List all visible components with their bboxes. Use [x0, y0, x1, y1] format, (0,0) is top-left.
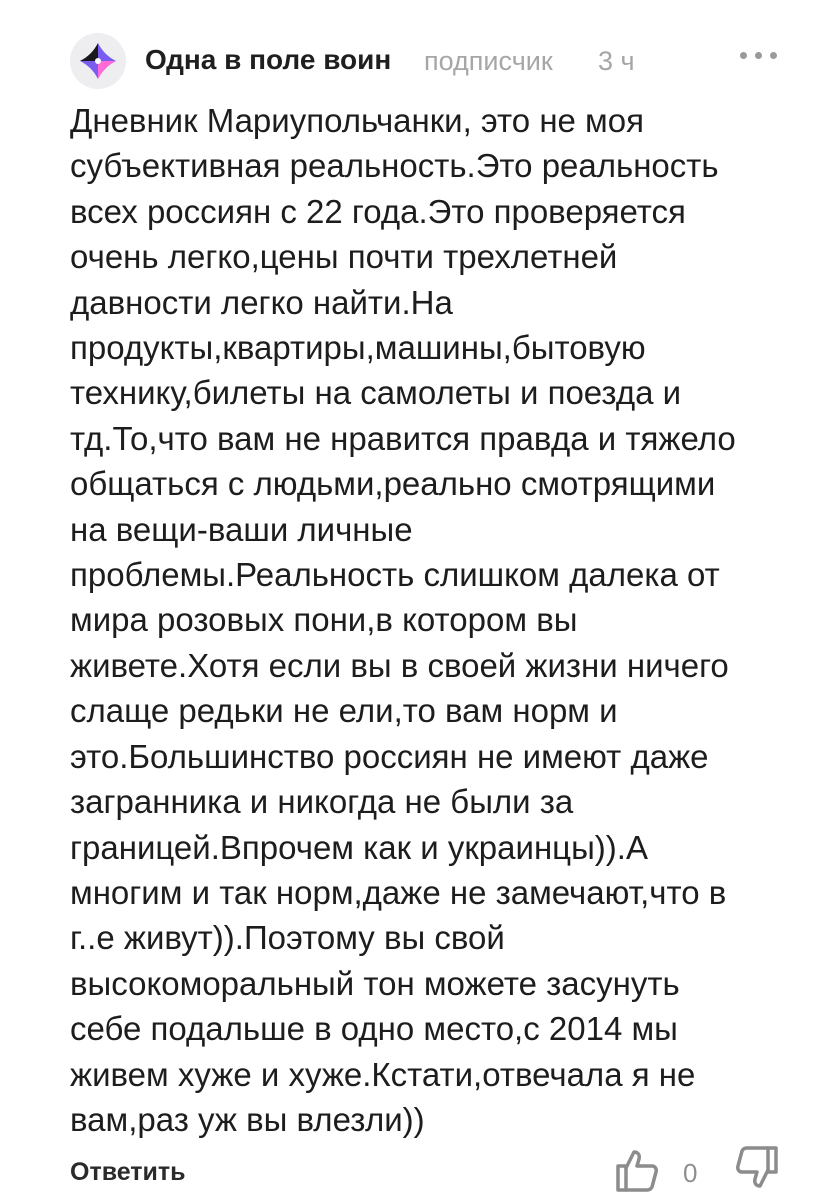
avatar-image	[70, 33, 126, 89]
comment-timestamp: 3 ч	[598, 46, 635, 76]
thumbs-up-icon	[612, 1146, 660, 1194]
dislike-button[interactable]	[728, 1144, 780, 1192]
thumbs-down-icon	[728, 1144, 780, 1192]
more-dot	[755, 52, 762, 59]
reply-button[interactable]: Ответить	[70, 1158, 186, 1186]
comment-text: Дневник Мариупольчанки, это не моя субъективная реальность.Это реальность всех россиян с 22 года.Это проверяется очень легко,цены почти трехлетней давности легко найти.На продукты,квартиры,машины,бытовую технику,билеты на самолеты и поезда и тд.То,что вам не нравится правда и тяжело общаться с людьми,реально смотрящими на вещи-ваши личные проблемы.Реальность слишком далека от мира розовых пони,в котором вы живете.Хотя если вы в своей жизни ничего слаще редьки не ели,то вам норм и это.Большинство россиян не имеют даже загранника и никогда не были за границей.Впрочем как и украинцы)).А многим и так норм,даже не замечают,что в г..е живут)).Поэтому вы свой высокоморальный тон можете засунуть себе подальше в одно место,с 2014 мы живем хуже и хуже.Кстати,отвечала я не вам,раз уж вы влезли))	[70, 102, 736, 1138]
like-count: 0	[683, 1158, 698, 1188]
author-name[interactable]: Одна в поле воин	[145, 44, 392, 75]
avatar[interactable]	[70, 33, 126, 89]
comment-footer	[0, 1140, 815, 1200]
more-dot	[740, 52, 747, 59]
more-dot	[770, 52, 777, 59]
like-button[interactable]	[612, 1146, 660, 1194]
more-horizontal-icon[interactable]	[736, 44, 782, 66]
author-status-badge: подписчик	[424, 46, 553, 76]
